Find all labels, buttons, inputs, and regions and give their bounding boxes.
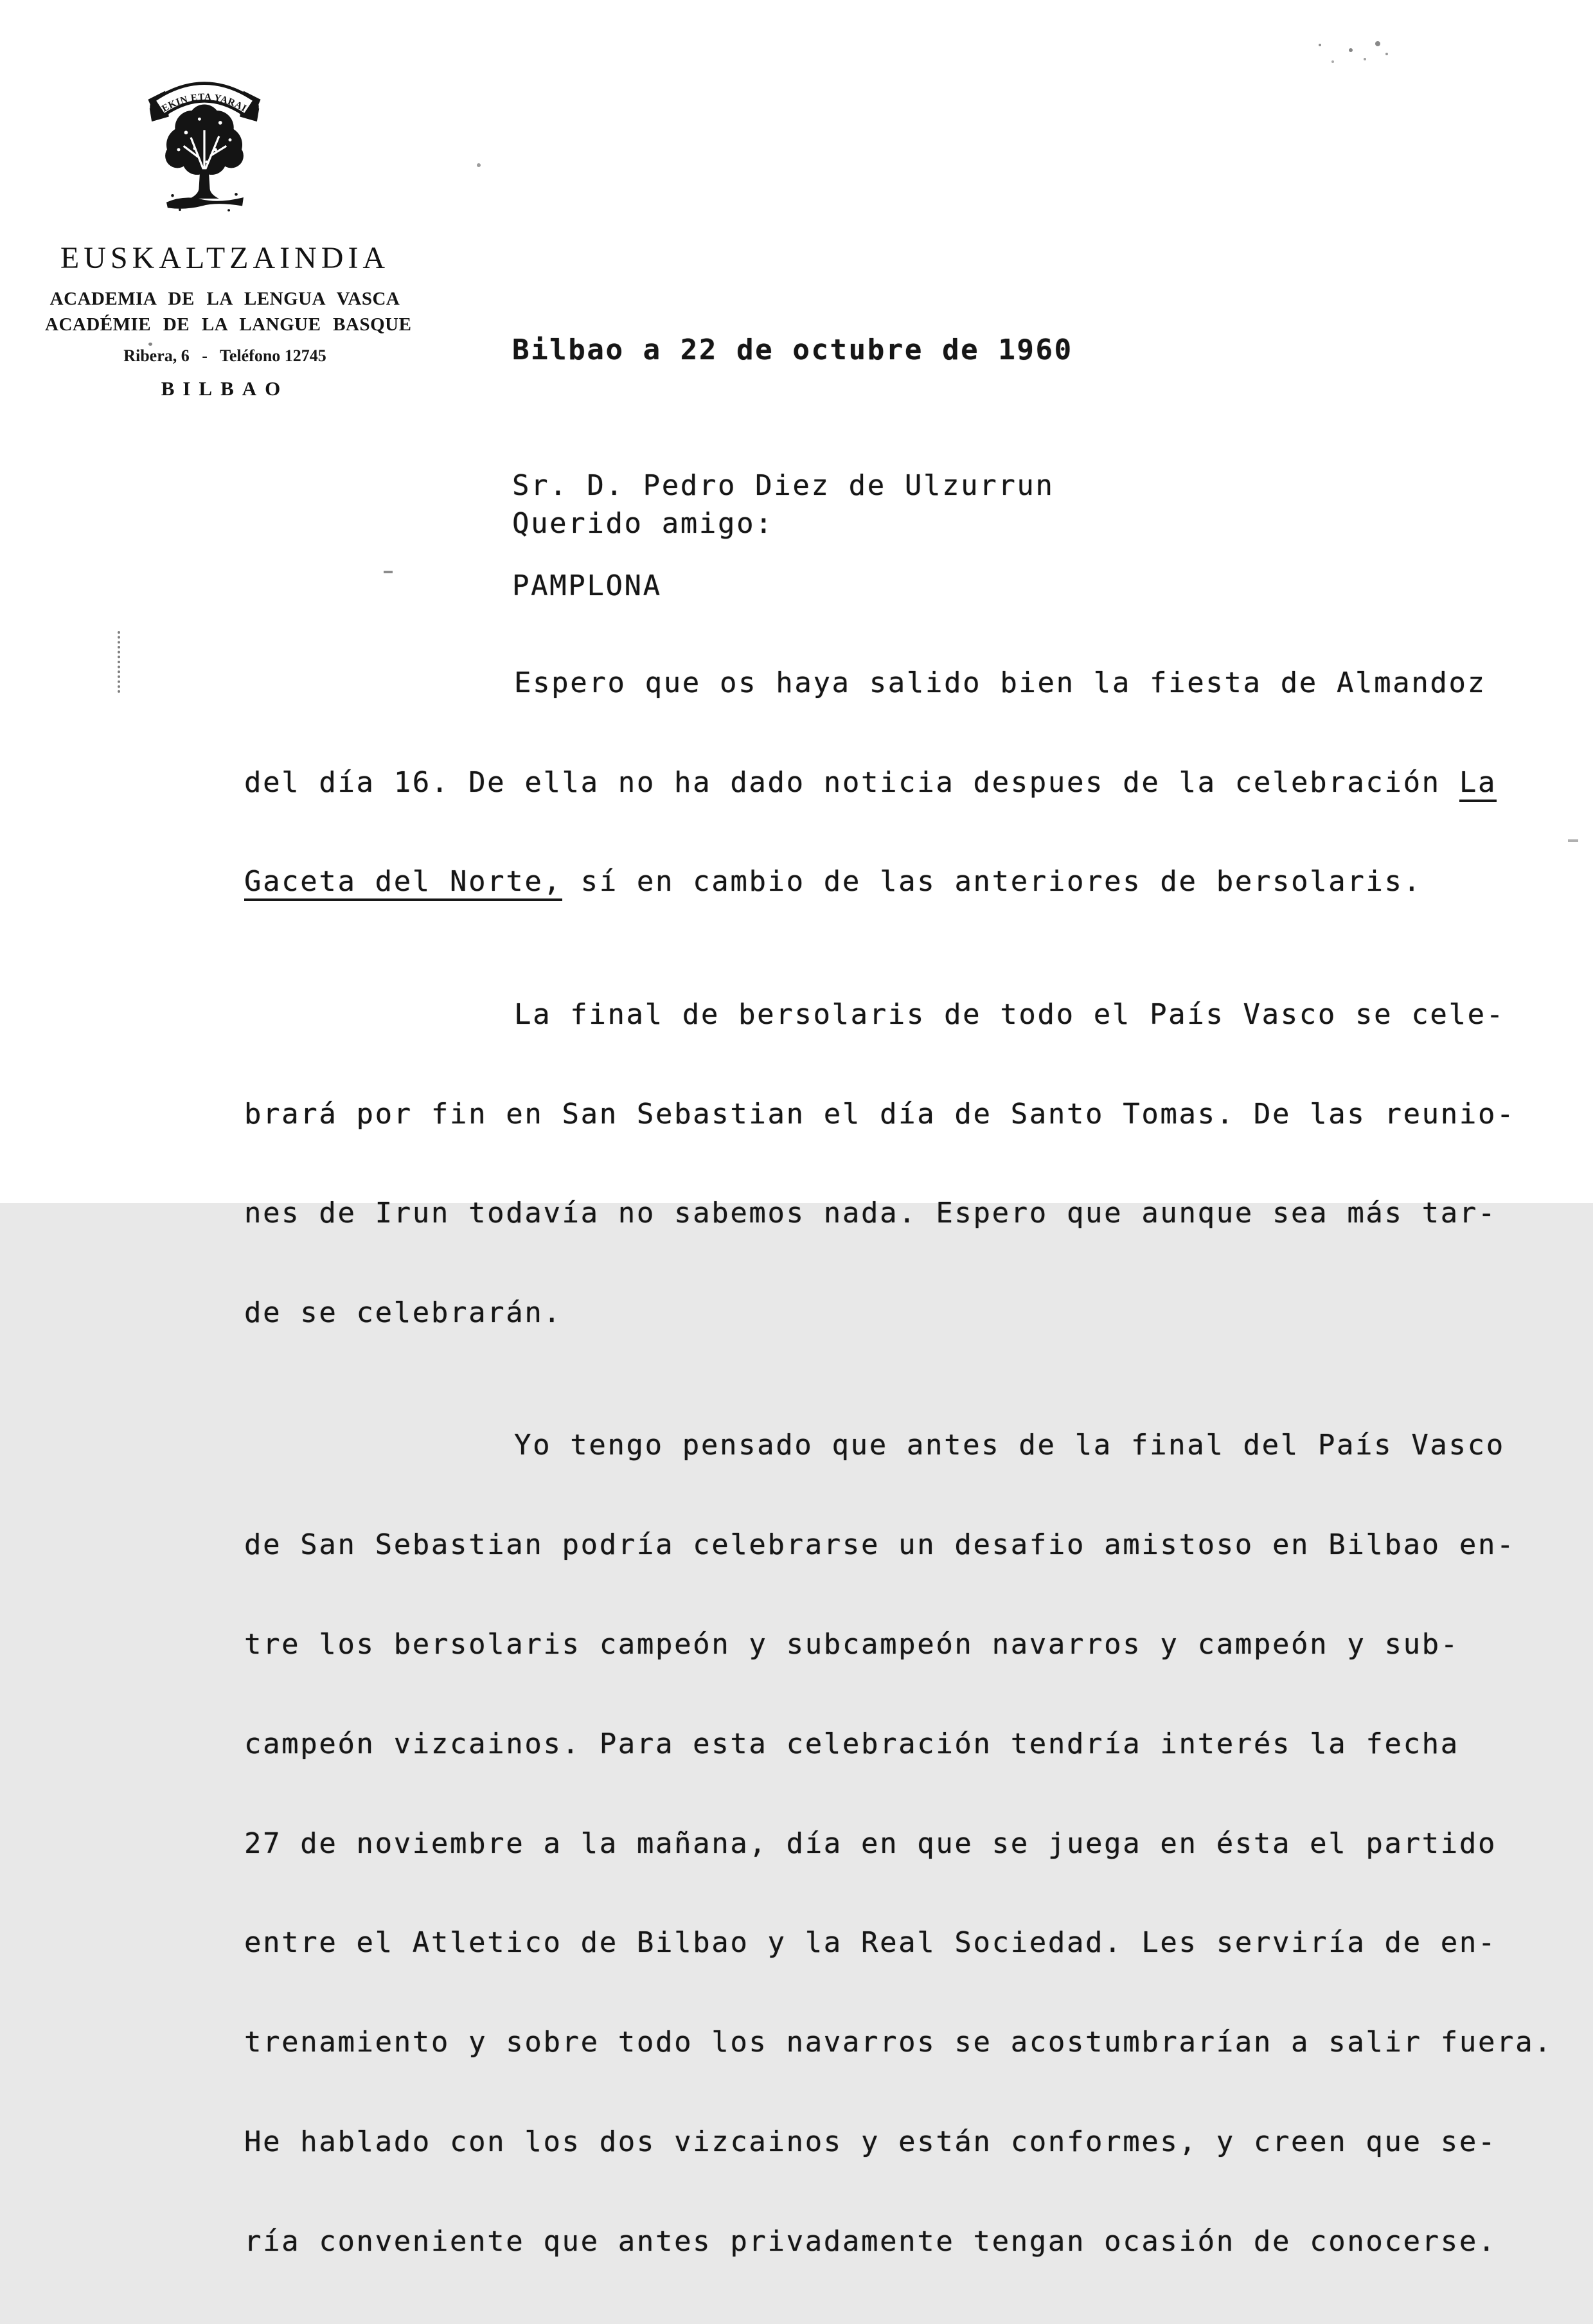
subtitle-french: ACADÉMIE DE LA LANGUE BASQUE	[45, 314, 412, 335]
body-line: de San Sebastian podría celebrarse un desafio amistoso en Bilbao en-	[244, 1528, 1516, 1562]
body-line: ría conveniente que antes privadamente tengan ocasión de conocerse.	[244, 2224, 1497, 2258]
euskaltzaindia-oak-tree-logo-icon	[143, 59, 266, 212]
salutation: Querido amigo:	[512, 507, 774, 540]
underlined-publication-name: La	[1459, 766, 1497, 802]
letterhead	[45, 59, 412, 400]
body-line: tre los bersolaris campeón y subcampeón navarros y campeón y sub-	[244, 1628, 1459, 1661]
body-line: campeón vizcainos. Para esta celebración tendría interés la fecha	[244, 1727, 1459, 1760]
body-line: Espero que os haya salido bien la fiesta de Almandoz	[514, 666, 1486, 699]
body-line: nes de Irun todavía no sabemos nada. Espero que aunque sea más tar-	[244, 1197, 1497, 1230]
subtitle-spanish: ACADEMIA DE LA LENGUA VASCA	[49, 289, 400, 309]
body-line	[244, 766, 1584, 800]
body-line: trenamiento y sobre todo los navarros se acostumbrarían a salir fuera.	[244, 2026, 1553, 2059]
underlined-publication-name: Gaceta del Norte,	[244, 865, 562, 901]
org-name: EUSKALTZAINDIA	[60, 241, 390, 275]
letterhead-city: BILBAO	[161, 377, 289, 400]
body-line: Yo tengo pensado que antes de la final del País Vasco	[514, 1429, 1505, 1462]
body-line: de se celebrarán.	[244, 1296, 562, 1330]
body-text: del día 16. De ella no ha dado noticia despues de la celebración	[244, 765, 1459, 799]
address-line: Ribera, 6 - Teléfono 12745	[123, 346, 326, 365]
body-line: entre el Atletico de Bilbao y la Real Sociedad. Les serviría de en-	[244, 1926, 1497, 1960]
dateline: Bilbao a 22 de octubre de 1960	[512, 334, 1073, 366]
body-line: La final de bersolaris de todo el País Vasco se cele-	[514, 997, 1505, 1031]
body-line: 27 de noviembre a la mañana, día en que se juega en ésta el partido	[244, 1827, 1497, 1860]
logo-wrap	[24, 59, 384, 215]
scan-speck	[1568, 839, 1578, 842]
body-line	[244, 865, 1584, 898]
scan-speck	[148, 343, 152, 346]
body-line: He hablado con los dos vizcainos y están conformes, y creen que se-	[244, 2125, 1497, 2158]
recipient-city: PAMPLONA	[512, 569, 662, 602]
letter-body	[244, 567, 1584, 2324]
body-line: brará por fin en San Sebastian el día de Santo Tomas. De las reunio-	[244, 1097, 1516, 1131]
recipient-name: Sr. D. Pedro Diez de Ulzurrun	[512, 469, 1055, 502]
scan-smudge	[118, 631, 122, 693]
scan-speck	[384, 571, 393, 573]
body-text: sí en cambio de las anteriores de bersolaris.	[562, 865, 1422, 898]
logo-motto: EKIN ETA YARAI	[160, 91, 249, 114]
scan-smudge	[1319, 44, 1321, 46]
scan-speck	[477, 163, 481, 167]
